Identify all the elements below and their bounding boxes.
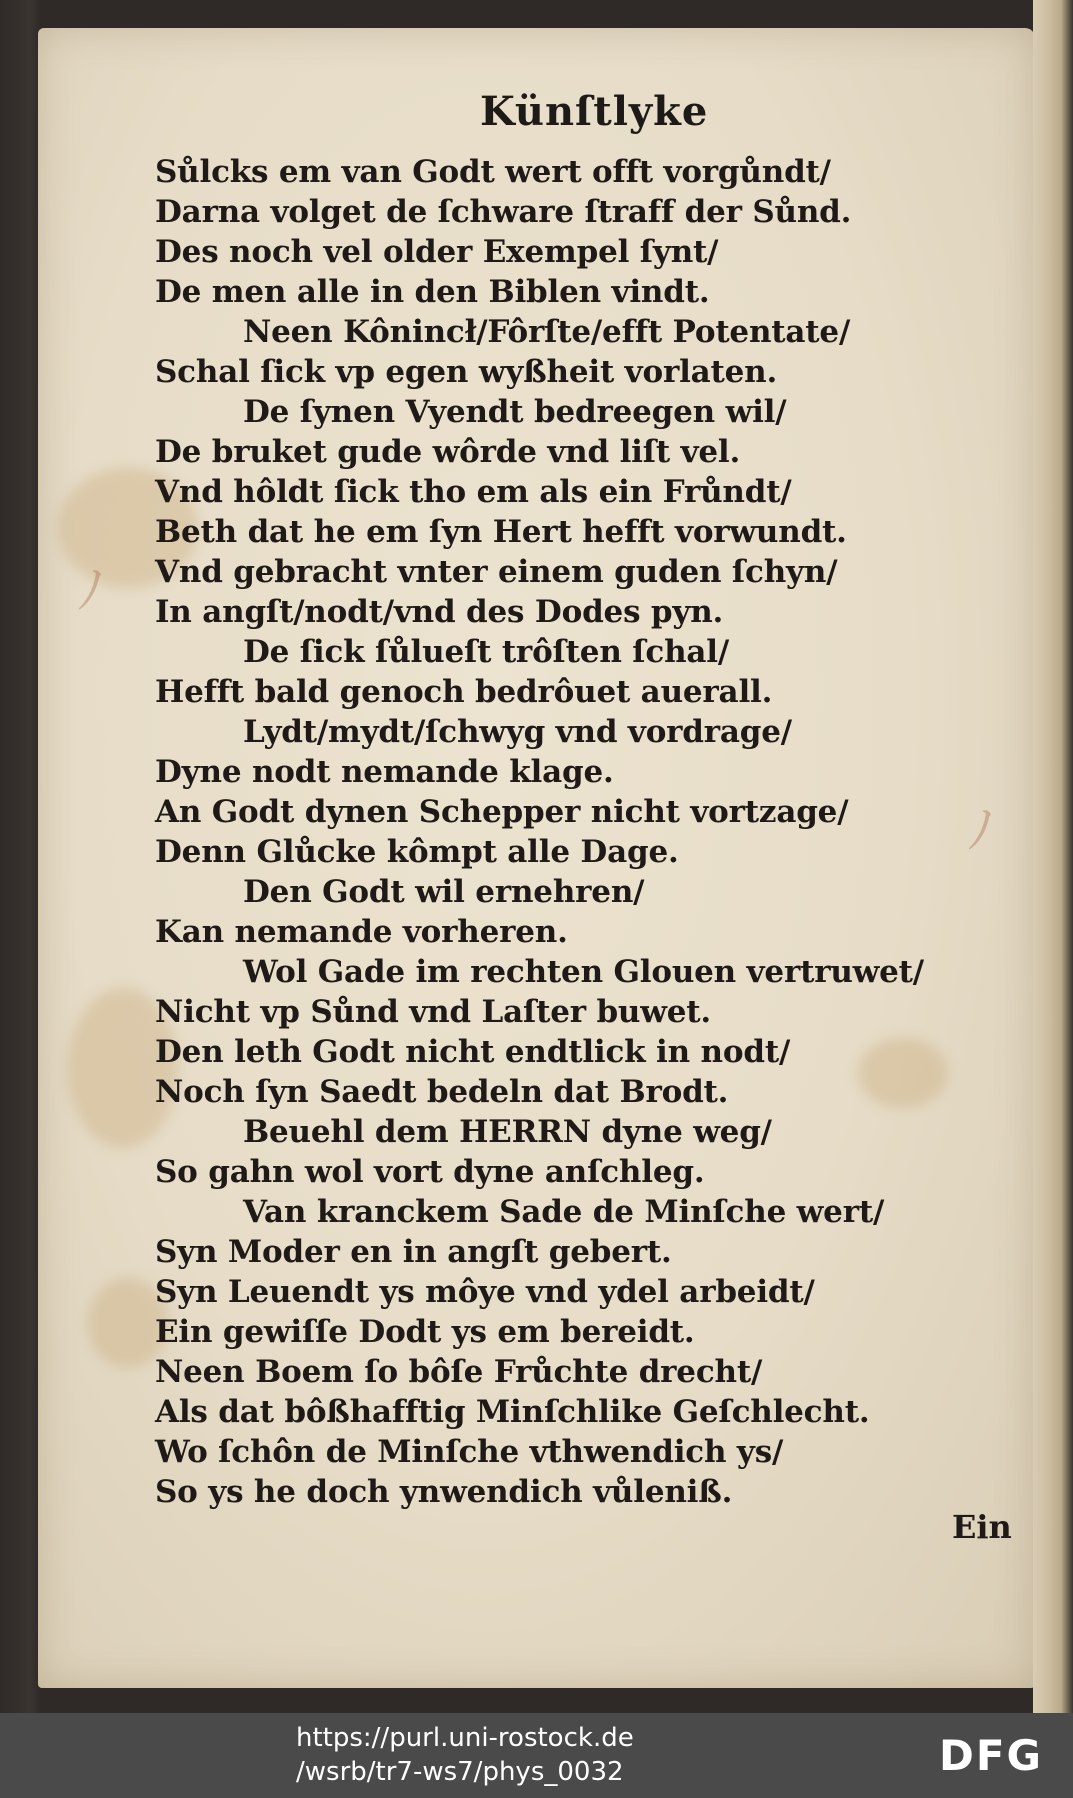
permalink[interactable] — [296, 1721, 634, 1789]
verse-line: So gahn wol vort dyne anſchleg. — [155, 1154, 705, 1190]
verse-line: So ys he doch ynwendich vůleniß. — [155, 1474, 733, 1510]
dfg-logo: DFG — [938, 1731, 1043, 1780]
verse-line: Wo ſchôn de Minſche vthwendich ys/ — [155, 1434, 784, 1470]
verse-line: Hefft bald genoch bedrôuet auerall. — [155, 674, 773, 710]
verse-line: Beuehl dem HERRN dyne weg/ — [243, 1114, 772, 1150]
verse-line: De ſick ſůlueſt trôſten ſchal/ — [243, 634, 729, 670]
verse-line: De men alle in den Biblen vindt. — [155, 274, 710, 310]
verse-line: Neen Kônincł/Fôrſte/efft Potentate/ — [243, 314, 851, 350]
verse-line: Als dat bôßhafftig Minſchlike Geſchlecht. — [155, 1394, 870, 1430]
verse-line: Kan nemande vorheren. — [155, 914, 568, 950]
catchword: Ein — [952, 1508, 1012, 1546]
verse-line: Darna volget de ſchware ſtraff der Sůnd. — [155, 194, 852, 230]
verse-line: Lydt/mydt/ſchwyg vnd vordrage/ — [243, 714, 792, 750]
verse-line: Des noch vel older Exempel ſynt/ — [155, 234, 719, 270]
verse-line: De ſynen Vyendt bedreegen wil/ — [243, 394, 787, 430]
verse-line: Neen Boem ſo bôſe Frůchte drecht/ — [155, 1354, 763, 1390]
verse-line: Dyne nodt nemande klage. — [155, 754, 614, 790]
margin-pencil-mark: ﾉ — [78, 561, 105, 621]
permalink-line-2[interactable]: /wsrb/tr7-ws7/phys_0032 — [296, 1757, 624, 1787]
verse-line: In angſt/nodt/vnd des Dodes pyn. — [155, 594, 724, 630]
verse-line: Nicht vp Sůnd vnd Laſter buwet. — [155, 994, 711, 1030]
verse-line: Syn Moder en in angſt gebert. — [155, 1234, 672, 1270]
footer-bar — [0, 1713, 1073, 1798]
page-edge — [1033, 0, 1073, 1713]
verse-line: Van kranckem Sade de Minſche wert/ — [243, 1194, 885, 1230]
verse-line: Vnd hôldt ſick tho em als ein Frůndt/ — [155, 474, 792, 510]
verse-line: Vnd gebracht vnter einem guden ſchyn/ — [155, 554, 838, 590]
verse-line: Sůlcks em van Godt wert offt vorgůndt/ — [155, 154, 831, 190]
margin-pencil-mark: ﾉ — [968, 801, 995, 861]
verse-line: Denn Glůcke kômpt alle Dage. — [155, 834, 679, 870]
verse-block — [155, 152, 1015, 1512]
permalink-line-1[interactable]: https://purl.uni-rostock.de — [296, 1723, 634, 1753]
verse-line: An Godt dynen Schepper nicht vortzage/ — [155, 794, 849, 830]
verse-line: Syn Leuendt ys môye vnd ydel arbeidt/ — [155, 1274, 815, 1310]
verse-line: Den Godt wil ernehren/ — [243, 874, 645, 910]
verse-line: Noch ſyn Saedt bedeln dat Brodt. — [155, 1074, 729, 1110]
verse-line: Ein gewiſſe Dodt ys em bereidt. — [155, 1314, 695, 1350]
verse-line: Den leth Godt nicht endtlick in nodt/ — [155, 1034, 791, 1070]
verse-line: De bruket gude wôrde vnd liſt vel. — [155, 434, 741, 470]
verse-line: Beth dat he em ſyn Hert hefft vorwundt. — [155, 514, 847, 550]
verse-line: Schal ſick vp egen wyßheit vorlaten. — [155, 354, 778, 390]
running-title: Künſtlyke — [480, 88, 709, 135]
verse-line: Wol Gade im rechten Glouen vertruwet/ — [243, 954, 924, 990]
